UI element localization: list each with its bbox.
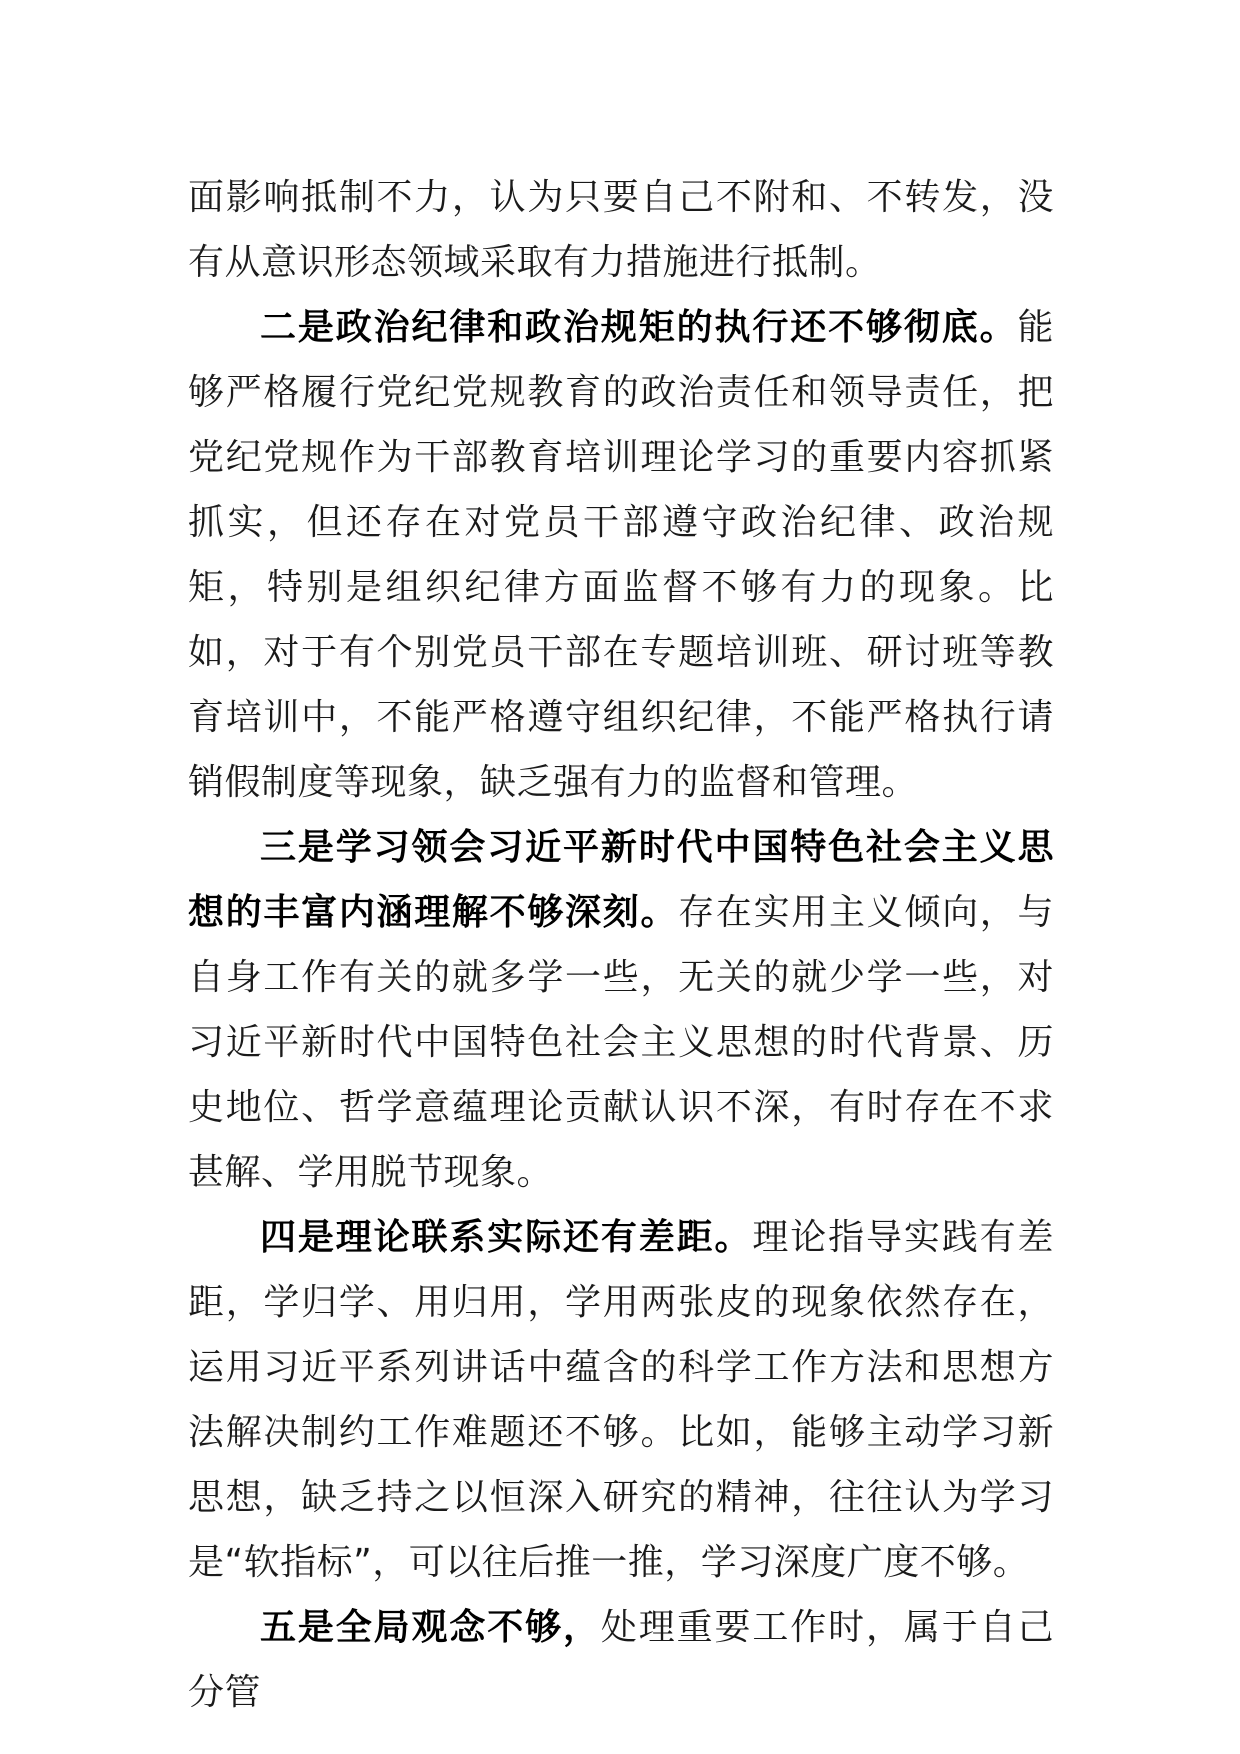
document-body	[188, 165, 1054, 1725]
paragraph-continuation	[188, 165, 1054, 295]
paragraph-text: 能够严格履行党纪党规教育的政治责任和领导责任，把党纪党规作为干部教育培训理论学习的重要内容抓紧抓实，但还存在对党员干部遵守政治纪律、政治规矩，特别是组织纪律方面监督不够有力的现象。比如，对于有个别党员干部在专题培训班、研讨班等教育培训中，不能严格遵守组织纪律，不能严格执行请销假制度等现象，缺乏强有力的监督和管理。	[188, 307, 1054, 803]
paragraph-text: 理论指导实践有差距，学归学、用归用，学用两张皮的现象依然存在，运用习近平系列讲话中蕴含的科学工作方法和思想方法解决制约工作难题还不够。比如，能够主动学习新思想，缺乏持之以恒深入研究的精神，往往认为学习是“软指标”，可以往后推一推，学习深度广度不够。	[188, 1217, 1054, 1583]
paragraph-lead: 五是全局观念不够，	[260, 1607, 601, 1648]
paragraph-point-3	[188, 815, 1054, 1205]
paragraph-lead: 三是学习领会习近平新时代中国特色社会主义思想的丰富内涵理解不够深刻。	[188, 827, 1054, 933]
paragraph-text: 存在实用主义倾向，与自身工作有关的就多学一些，无关的就少学一些，对习近平新时代中国特色社会主义思想的时代背景、历史地位、哲学意蕴理论贡献认识不深，有时存在不求甚解、学用脱节现象。	[188, 892, 1054, 1193]
paragraph-point-2	[188, 295, 1054, 815]
paragraph-lead: 二是政治纪律和政治规矩的执行还不够彻底。	[260, 307, 1018, 348]
paragraph-point-5	[188, 1595, 1054, 1725]
paragraph-text: 处理重要工作时，属于自己分管	[188, 1607, 1054, 1713]
paragraph-point-4	[188, 1205, 1054, 1595]
paragraph-lead: 四是理论联系实际还有差距。	[260, 1217, 753, 1258]
paragraph-text: 面影响抵制不力，认为只要自己不附和、不转发，没有从意识形态领域采取有力措施进行抵制。	[188, 177, 1054, 283]
